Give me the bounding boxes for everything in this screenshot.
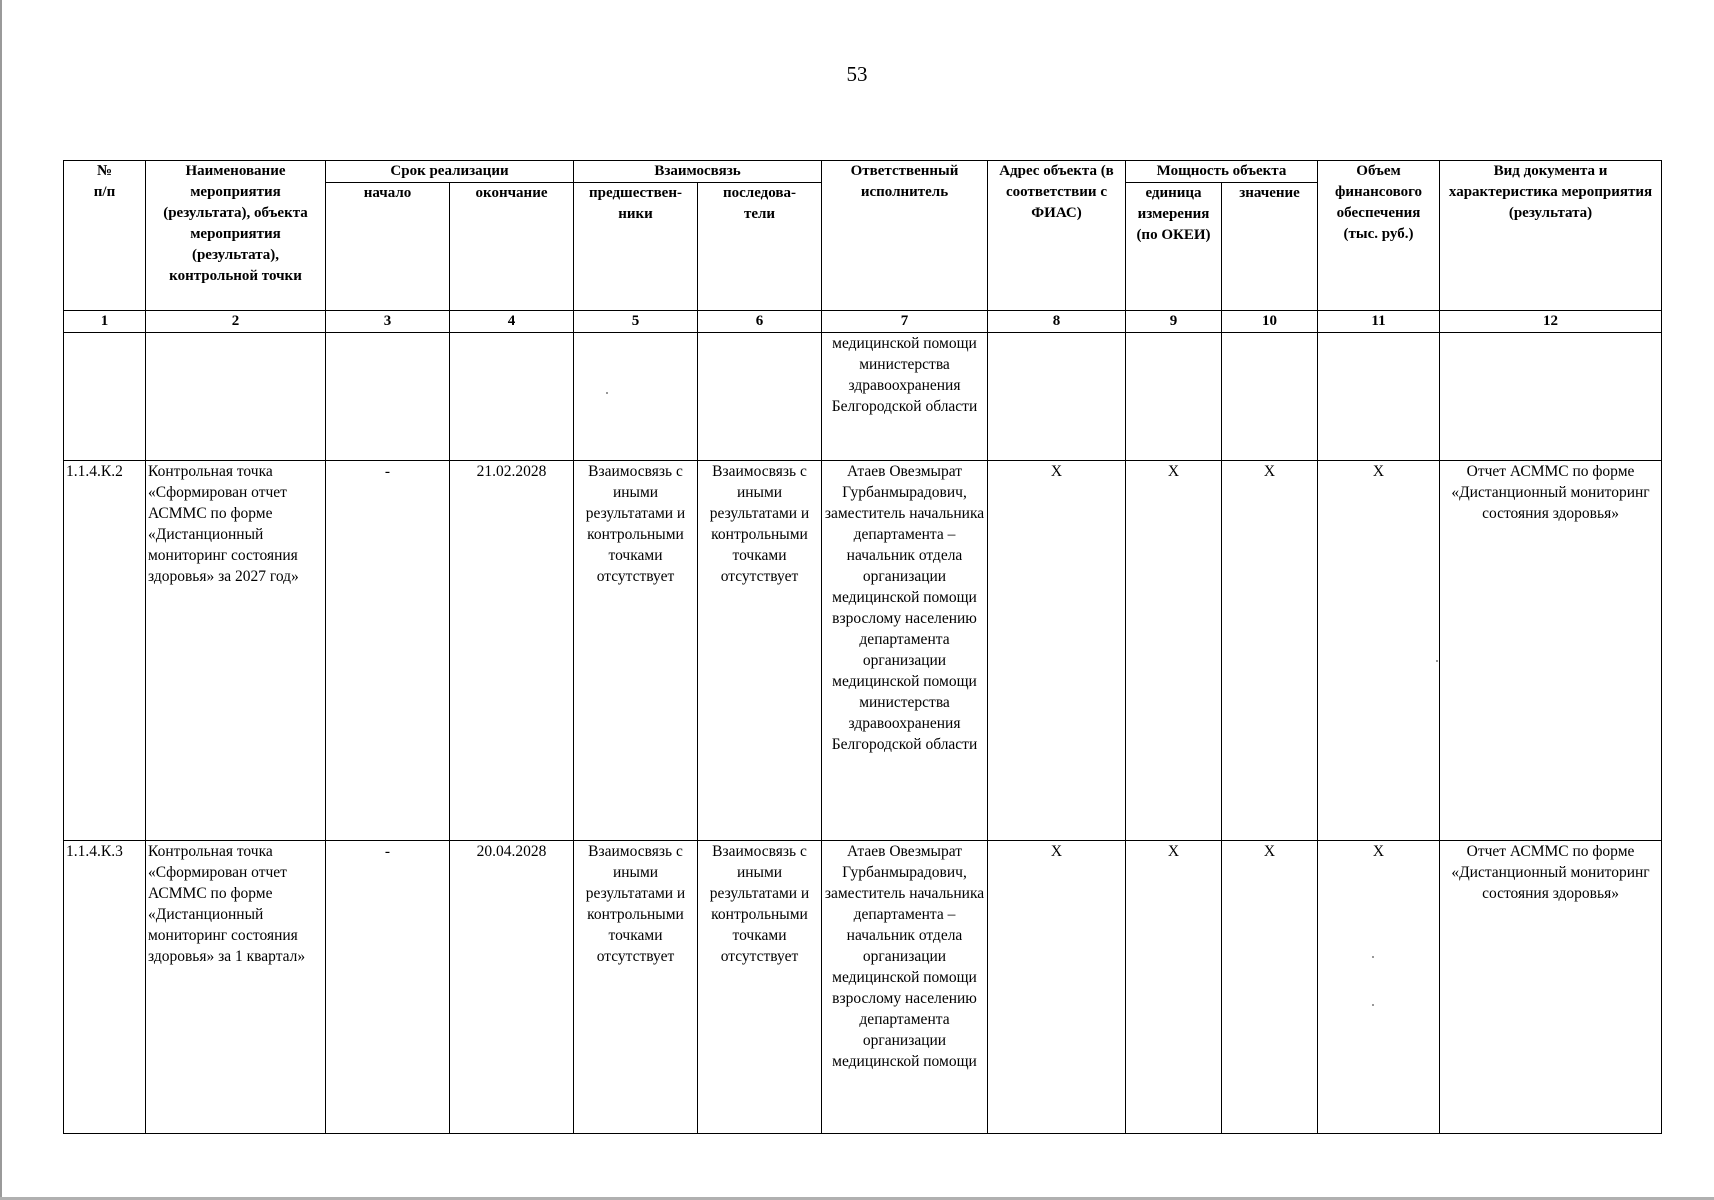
cell-doc: Отчет АСММС по форме «Дистанционный мониторинг состояния здоровья» bbox=[1440, 841, 1662, 1134]
column-number: 2 bbox=[146, 311, 326, 333]
cell-doc: Отчет АСММС по форме «Дистанционный мониторинг состояния здоровья» bbox=[1440, 461, 1662, 841]
scan-speck bbox=[1372, 1004, 1374, 1006]
header-responsible: Ответственный исполнитель bbox=[822, 161, 988, 311]
header-capacity-value: значение bbox=[1222, 183, 1318, 311]
cell-start bbox=[326, 333, 450, 461]
table-row bbox=[64, 841, 1662, 1134]
cell-next: Взаимосвязь с иными результатами и контрольными точками отсутствует bbox=[698, 841, 822, 1134]
cell-finance bbox=[1318, 333, 1440, 461]
header-period: Срок реализации bbox=[326, 161, 574, 183]
header-doc-type: Вид документа и характеристика мероприятия (результата) bbox=[1440, 161, 1662, 311]
cell-num bbox=[64, 333, 146, 461]
column-number: 9 bbox=[1126, 311, 1222, 333]
header-capacity: Мощность объекта bbox=[1126, 161, 1318, 183]
header-num: № п/п bbox=[64, 161, 146, 311]
header-period-start: начало bbox=[326, 183, 450, 311]
header-link-prev: предшествен- ники bbox=[574, 183, 698, 311]
cell-end: 20.04.2028 bbox=[450, 841, 574, 1134]
cell-prev: Взаимосвязь с иными результатами и контрольными точками отсутствует bbox=[574, 461, 698, 841]
header-link-next: последова- тели bbox=[698, 183, 822, 311]
header-period-end: окончание bbox=[450, 183, 574, 311]
header-link: Взаимосвязь bbox=[574, 161, 822, 183]
cell-address: X bbox=[988, 841, 1126, 1134]
cell-prev bbox=[574, 333, 698, 461]
scan-edge bbox=[0, 0, 2, 1200]
column-number: 4 bbox=[450, 311, 574, 333]
table-row bbox=[64, 333, 1662, 461]
scan-speck bbox=[606, 392, 608, 394]
plan-table bbox=[63, 160, 1662, 1134]
cell-value: X bbox=[1222, 461, 1318, 841]
cell-num: 1.1.4.К.2 bbox=[64, 461, 146, 841]
cell-address: X bbox=[988, 461, 1126, 841]
column-number-row bbox=[64, 311, 1662, 333]
scan-speck bbox=[1436, 660, 1438, 662]
cell-next: Взаимосвязь с иными результатами и контрольными точками отсутствует bbox=[698, 461, 822, 841]
cell-prev: Взаимосвязь с иными результатами и контрольными точками отсутствует bbox=[574, 841, 698, 1134]
cell-num: 1.1.4.К.3 bbox=[64, 841, 146, 1134]
cell-name: Контрольная точка «Сформирован отчет АСММС по форме «Дистанционный мониторинг состояния здоровья» за 1 квартал» bbox=[146, 841, 326, 1134]
cell-unit: X bbox=[1126, 841, 1222, 1134]
column-number: 5 bbox=[574, 311, 698, 333]
cell-unit: X bbox=[1126, 461, 1222, 841]
column-number: 6 bbox=[698, 311, 822, 333]
cell-value bbox=[1222, 333, 1318, 461]
cell-address bbox=[988, 333, 1126, 461]
header-address: Адрес объекта (в соответствии с ФИАС) bbox=[988, 161, 1126, 311]
cell-finance: X bbox=[1318, 461, 1440, 841]
cell-next bbox=[698, 333, 822, 461]
column-number: 11 bbox=[1318, 311, 1440, 333]
header-name: Наименование мероприятия (результата), объекта мероприятия (результата), контрольной точки bbox=[146, 161, 326, 311]
cell-start: - bbox=[326, 461, 450, 841]
cell-responsible: Атаев Овезмырат Гурбанмырадович, заместитель начальника департамента – начальник отдела организации медицинской помощи взрослому населению департамента организации медицинской помощи bbox=[822, 841, 988, 1134]
cell-responsible: медицинской помощи министерства здравоохранения Белгородской области bbox=[822, 333, 988, 461]
page-number: 53 bbox=[846, 62, 868, 86]
cell-end: 21.02.2028 bbox=[450, 461, 574, 841]
scan-speck bbox=[1372, 956, 1374, 958]
cell-name bbox=[146, 333, 326, 461]
cell-start: - bbox=[326, 841, 450, 1134]
header-capacity-unit: единица измерения (по ОКЕИ) bbox=[1126, 183, 1222, 311]
cell-finance: X bbox=[1318, 841, 1440, 1134]
table-row bbox=[64, 461, 1662, 841]
header-finance: Объем финансового обеспечения (тыс. руб.) bbox=[1318, 161, 1440, 311]
header-row bbox=[64, 161, 1662, 183]
column-number: 8 bbox=[988, 311, 1126, 333]
cell-responsible: Атаев Овезмырат Гурбанмырадович, заместитель начальника департамента – начальник отдела организации медицинской помощи взрослому населению департамента организации медицинской помощи министерства здравоохранения Белгородской области bbox=[822, 461, 988, 841]
column-number: 7 bbox=[822, 311, 988, 333]
column-number: 1 bbox=[64, 311, 146, 333]
column-number: 10 bbox=[1222, 311, 1318, 333]
cell-end bbox=[450, 333, 574, 461]
cell-doc bbox=[1440, 333, 1662, 461]
column-number: 12 bbox=[1440, 311, 1662, 333]
cell-unit bbox=[1126, 333, 1222, 461]
cell-value: X bbox=[1222, 841, 1318, 1134]
cell-name: Контрольная точка «Сформирован отчет АСММС по форме «Дистанционный мониторинг состояния здоровья» за 2027 год» bbox=[146, 461, 326, 841]
column-number: 3 bbox=[326, 311, 450, 333]
